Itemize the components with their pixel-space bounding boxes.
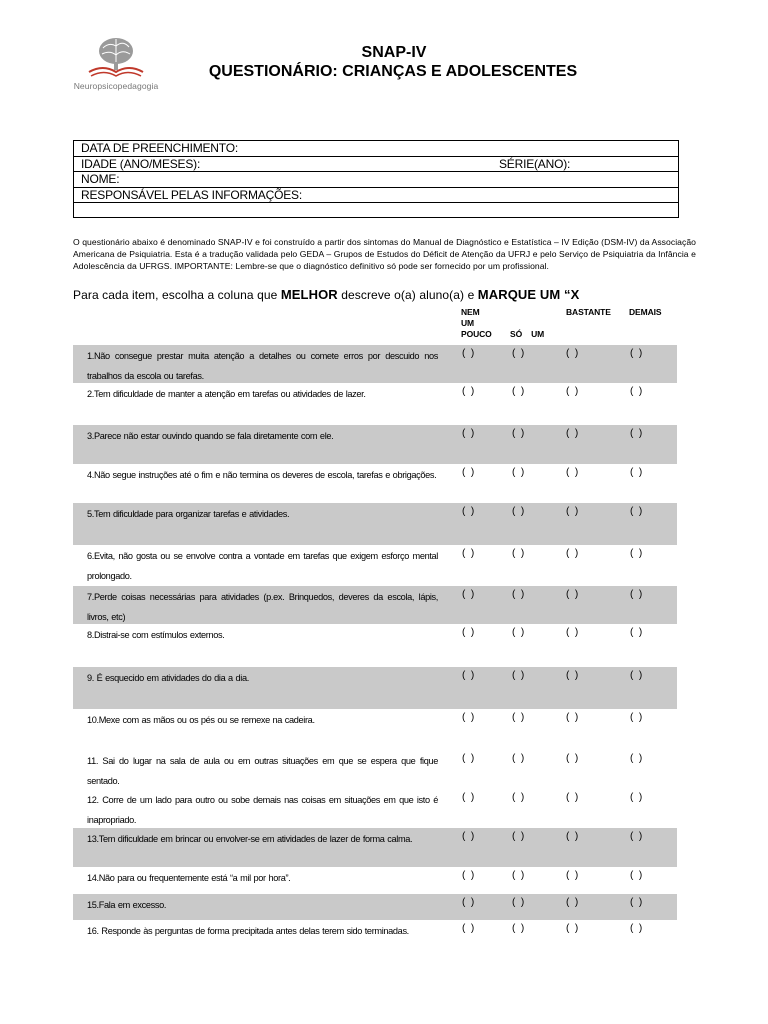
question-text: 1.Não consegue prestar muita atenção a detalhes ou comete erros por descuido nos trabalhos da escola ou tarefas. xyxy=(87,351,438,381)
date-field[interactable] xyxy=(74,141,678,157)
checkbox-so-um-pouco[interactable]: ( ) xyxy=(512,467,525,478)
checkbox-nem-um-pouco[interactable]: ( ) xyxy=(462,548,475,559)
date-label: DATA DE PREENCHIMENTO: xyxy=(81,141,238,155)
question-row xyxy=(73,920,677,956)
checkbox-bastante[interactable]: ( ) xyxy=(566,670,579,681)
checkbox-bastante[interactable]: ( ) xyxy=(566,348,579,359)
checkbox-so-um-pouco[interactable]: ( ) xyxy=(512,712,525,723)
checkbox-nem-um-pouco[interactable]: ( ) xyxy=(462,870,475,881)
checkbox-bastante[interactable]: ( ) xyxy=(566,897,579,908)
question-text: 7.Perde coisas necessárias para atividades (p.ex. Brinquedos, deveres da escola, lápis, livros, etc) xyxy=(87,592,438,622)
checkbox-so-um-pouco[interactable]: ( ) xyxy=(512,589,525,600)
question-text: 16. Responde às perguntas de forma precipitada antes delas terem sido terminadas. xyxy=(87,926,409,936)
checkbox-so-um-pouco[interactable]: ( ) xyxy=(512,831,525,842)
question-text: 13.Tem dificuldade em brincar ou envolver-se em atividades de lazer de forma calma. xyxy=(87,834,413,844)
checkbox-nem-um-pouco[interactable]: ( ) xyxy=(462,753,475,764)
checkbox-demais[interactable]: ( ) xyxy=(630,348,643,359)
checkbox-nem-um-pouco[interactable]: ( ) xyxy=(462,386,475,397)
logo-caption: Neuropsicopedagogia xyxy=(73,81,159,91)
name-field[interactable] xyxy=(74,172,678,188)
question-row xyxy=(73,789,677,828)
instruction-part2: descreve o(a) aluno(a) e xyxy=(337,288,478,302)
checkbox-bastante[interactable]: ( ) xyxy=(566,386,579,397)
checkbox-so-um-pouco[interactable]: ( ) xyxy=(512,670,525,681)
question-text: 6.Evita, não gosta ou se envolve contra a vontade em tarefas que exigem esforço mental prolongado. xyxy=(87,551,438,581)
question-text: 4.Não segue instruções até o fim e não termina os deveres de escola, tarefas e obrigações. xyxy=(87,470,437,480)
checkbox-nem-um-pouco[interactable]: ( ) xyxy=(462,589,475,600)
checkbox-demais[interactable]: ( ) xyxy=(630,792,643,803)
question-row xyxy=(73,345,677,383)
responsible-label: RESPONSÁVEL PELAS INFORMAÇÕES: xyxy=(81,187,302,202)
checkbox-demais[interactable]: ( ) xyxy=(630,589,643,600)
question-row xyxy=(73,867,677,894)
checkbox-demais[interactable]: ( ) xyxy=(630,897,643,908)
question-row xyxy=(73,545,677,586)
question-row xyxy=(73,624,677,667)
age-label: IDADE (ANO/MESES): xyxy=(81,156,201,171)
checkbox-nem-um-pouco[interactable]: ( ) xyxy=(462,831,475,842)
checkbox-demais[interactable]: ( ) xyxy=(630,923,643,934)
question-row xyxy=(73,750,677,789)
checkbox-so-um-pouco[interactable]: ( ) xyxy=(512,428,525,439)
question-row xyxy=(73,828,677,867)
title-block xyxy=(0,43,768,81)
column-header-nem-um-pouco xyxy=(461,307,492,340)
checkbox-bastante[interactable]: ( ) xyxy=(566,923,579,934)
question-text: 2.Tem dificuldade de manter a atenção em tarefas ou atividades de lazer. xyxy=(87,389,366,399)
checkbox-demais[interactable]: ( ) xyxy=(630,627,643,638)
checkbox-demais[interactable]: ( ) xyxy=(630,753,643,764)
checkbox-demais[interactable]: ( ) xyxy=(630,548,643,559)
name-label: NOME: xyxy=(81,172,120,186)
instruction-part1: Para cada item, escolha a coluna que xyxy=(73,288,281,302)
checkbox-demais[interactable]: ( ) xyxy=(630,712,643,723)
responsible-field[interactable] xyxy=(74,188,678,204)
column-header-demais: DEMAIS xyxy=(629,307,662,317)
checkbox-so-um-pouco[interactable]: ( ) xyxy=(512,627,525,638)
column-header-bastante: BASTANTE xyxy=(566,307,611,317)
question-text: 5.Tem dificuldade para organizar tarefas e atividades. xyxy=(87,509,290,519)
checkbox-nem-um-pouco[interactable]: ( ) xyxy=(462,923,475,934)
question-text: 3.Parece não estar ouvindo quando se fala diretamente com ele. xyxy=(87,431,334,441)
question-text: 9. É esquecido em atividades do dia a dia. xyxy=(87,673,249,683)
checkbox-nem-um-pouco[interactable]: ( ) xyxy=(462,627,475,638)
column-header-line: UM xyxy=(461,318,475,328)
question-row xyxy=(73,894,677,920)
checkbox-bastante[interactable]: ( ) xyxy=(566,548,579,559)
page-subtitle: QUESTIONÁRIO: CRIANÇAS E ADOLESCENTES xyxy=(208,63,578,80)
question-text: 15.Fala em excesso. xyxy=(87,900,167,910)
checkbox-demais[interactable]: ( ) xyxy=(630,428,643,439)
column-header-line: SÓ UM xyxy=(510,329,545,339)
question-row xyxy=(73,709,677,750)
checkbox-demais[interactable]: ( ) xyxy=(630,467,643,478)
blank-field[interactable] xyxy=(74,203,678,219)
checkbox-so-um-pouco[interactable]: ( ) xyxy=(512,506,525,517)
checkbox-bastante[interactable]: ( ) xyxy=(566,589,579,600)
question-row xyxy=(73,586,677,624)
checkbox-demais[interactable]: ( ) xyxy=(630,831,643,842)
question-text: 10.Mexe com as mãos ou os pés ou se remexe na cadeira. xyxy=(87,715,315,725)
checkbox-so-um-pouco[interactable]: ( ) xyxy=(512,753,525,764)
age-field[interactable] xyxy=(74,157,678,173)
checkbox-bastante[interactable]: ( ) xyxy=(566,712,579,723)
checkbox-nem-um-pouco[interactable]: ( ) xyxy=(462,897,475,908)
checkbox-bastante[interactable]: ( ) xyxy=(566,792,579,803)
instruction-emphasis-best: MELHOR xyxy=(280,287,338,302)
intro-paragraph: O questionário abaixo é denominado SNAP-IV e foi construído a partir dos sintomas do Manual de Diagnóstico e Estatística – IV Edição (DSM-IV) da Associação Americana de Psiquiatria. Esta é a tradução validada pelo GEDA – Grupos de Estudos do Déficit de Atenção da UFRJ e pelo Serviço de Psiquiatria da Infância e Adolescência da UFRGS. IMPORTANTE: Lembre-se que o diagnóstico definitivo só pode ser fornecido por um profissional. xyxy=(73,237,696,271)
checkbox-demais[interactable]: ( ) xyxy=(630,386,643,397)
question-text: 14.Não para ou frequentemente está “a mil por hora”. xyxy=(87,873,291,883)
question-row xyxy=(73,383,677,425)
checkbox-bastante[interactable]: ( ) xyxy=(566,870,579,881)
checkbox-demais[interactable]: ( ) xyxy=(630,870,643,881)
checkbox-bastante[interactable]: ( ) xyxy=(566,753,579,764)
instruction-line xyxy=(73,287,713,303)
checkbox-nem-um-pouco[interactable]: ( ) xyxy=(462,467,475,478)
checkbox-bastante[interactable]: ( ) xyxy=(566,428,579,439)
column-header-line: NEM xyxy=(461,307,480,317)
grade-label: SÉRIE(ANO): xyxy=(499,156,571,171)
checkbox-so-um-pouco[interactable]: ( ) xyxy=(512,897,525,908)
question-text: 11. Sai do lugar na sala de aula ou em outras situações em que se espera que fique sentado. xyxy=(87,756,438,786)
checkbox-so-um-pouco[interactable]: ( ) xyxy=(512,348,525,359)
checkbox-so-um-pouco[interactable]: ( ) xyxy=(512,870,525,881)
checkbox-bastante[interactable]: ( ) xyxy=(566,627,579,638)
column-header-line: POUCO xyxy=(461,329,492,339)
checkbox-so-um-pouco[interactable]: ( ) xyxy=(512,792,525,803)
checkbox-nem-um-pouco[interactable]: ( ) xyxy=(462,428,475,439)
checkbox-nem-um-pouco[interactable]: ( ) xyxy=(462,670,475,681)
question-row xyxy=(73,425,677,464)
info-form-box xyxy=(73,140,679,218)
checkbox-nem-um-pouco[interactable]: ( ) xyxy=(462,792,475,803)
checkbox-so-um-pouco[interactable]: ( ) xyxy=(512,386,525,397)
checkbox-bastante[interactable]: ( ) xyxy=(566,831,579,842)
instruction-emphasis-mark: MARQUE UM “X xyxy=(477,287,580,302)
checkbox-demais[interactable]: ( ) xyxy=(630,670,643,681)
checkbox-nem-um-pouco[interactable]: ( ) xyxy=(462,348,475,359)
page-title: SNAP-IV xyxy=(361,44,427,61)
checkbox-so-um-pouco[interactable]: ( ) xyxy=(512,548,525,559)
checkbox-so-um-pouco[interactable]: ( ) xyxy=(512,923,525,934)
checkbox-bastante[interactable]: ( ) xyxy=(566,467,579,478)
checkbox-nem-um-pouco[interactable]: ( ) xyxy=(462,712,475,723)
question-text: 8.Distrai-se com estímulos externos. xyxy=(87,630,225,640)
checkbox-bastante[interactable]: ( ) xyxy=(566,506,579,517)
question-text: 12. Corre de um lado para outro ou sobe demais nas coisas em situações em que isto é inapropriado. xyxy=(87,795,438,825)
question-row xyxy=(73,667,677,709)
question-row xyxy=(73,503,677,545)
checkbox-demais[interactable]: ( ) xyxy=(630,506,643,517)
checkbox-nem-um-pouco[interactable]: ( ) xyxy=(462,506,475,517)
question-row xyxy=(73,464,677,503)
